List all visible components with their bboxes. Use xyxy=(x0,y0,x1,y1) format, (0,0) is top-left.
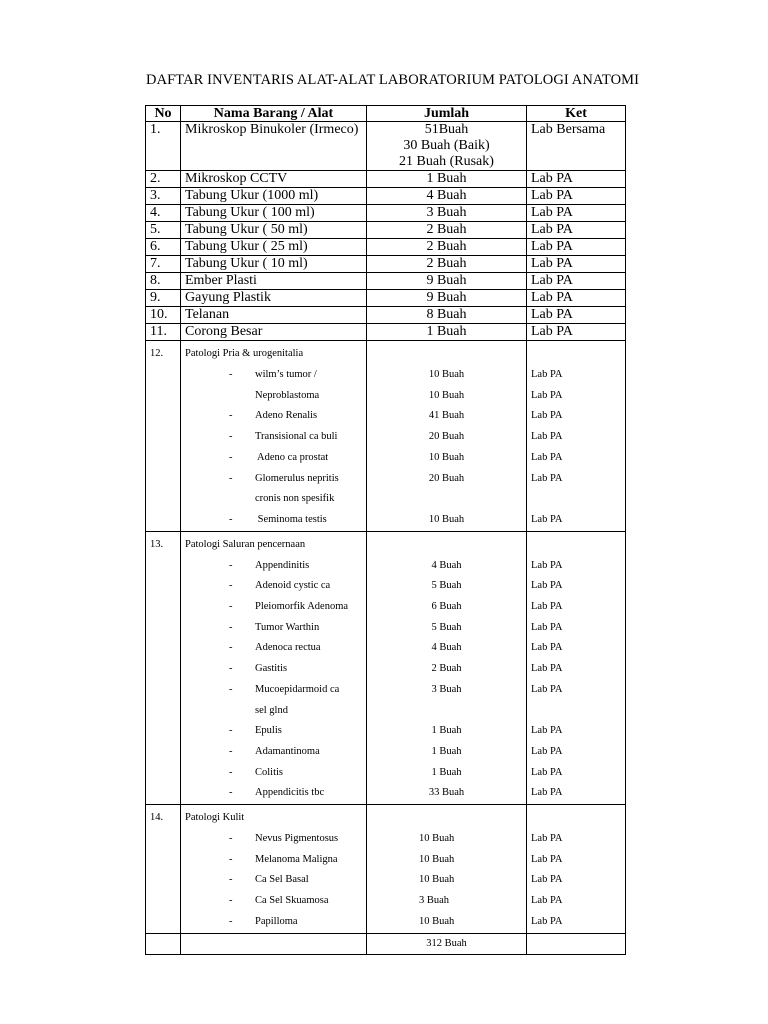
item-name-cell xyxy=(181,701,367,722)
list-item xyxy=(146,721,626,742)
item-ket: Lab PA xyxy=(527,365,626,386)
item-ket: Lab PA xyxy=(527,448,626,469)
qty-line: 2 Buah xyxy=(426,222,467,237)
item-qty: 3 Buah xyxy=(367,891,527,912)
item-name: Transisional ca buli xyxy=(255,431,338,443)
table-row xyxy=(146,188,626,205)
item-qty: 1 Buah xyxy=(367,721,527,742)
empty-cell xyxy=(146,469,181,490)
empty-cell xyxy=(146,365,181,386)
row-ket: Lab PA xyxy=(527,239,626,256)
item-ket: Lab PA xyxy=(527,469,626,490)
item-name-cell xyxy=(181,850,367,871)
item-name: Melanoma Maligna xyxy=(255,853,338,865)
row-ket: Lab PA xyxy=(527,273,626,290)
item-dash: - xyxy=(229,369,233,380)
item-ket: Lab PA xyxy=(527,850,626,871)
item-name: Colitis xyxy=(255,766,284,778)
table-row xyxy=(146,122,626,171)
item-ket: Lab PA xyxy=(527,576,626,597)
row-no: 7. xyxy=(146,256,181,273)
item-ket: Lab PA xyxy=(527,638,626,659)
row-ket: Lab PA xyxy=(527,307,626,324)
header-ket: Ket xyxy=(527,106,626,122)
item-name-cell xyxy=(181,721,367,742)
empty-cell xyxy=(527,933,626,954)
table-row xyxy=(146,273,626,290)
row-name: Tabung Ukur ( 50 ml) xyxy=(181,222,367,239)
list-item xyxy=(146,618,626,639)
item-qty: 10 Buah xyxy=(367,386,527,407)
row-name: Tabung Ukur (1000 ml) xyxy=(181,188,367,205)
row-ket: Lab PA xyxy=(527,290,626,307)
item-name: Epulis xyxy=(255,725,282,737)
item-ket: Lab PA xyxy=(527,659,626,680)
row-no: 10. xyxy=(146,307,181,324)
empty-cell xyxy=(146,850,181,871)
section-header-row xyxy=(146,531,626,556)
item-name-cell xyxy=(181,365,367,386)
item-name: Adeno ca prostat xyxy=(255,451,329,463)
item-dash: - xyxy=(229,451,233,463)
row-name: Ember Plasti xyxy=(181,273,367,290)
item-name: Glomerulus nepritis xyxy=(255,472,339,484)
empty-cell xyxy=(146,510,181,531)
section-no: 13. xyxy=(146,531,181,556)
row-ket: Lab PA xyxy=(527,188,626,205)
row-ket: Lab PA xyxy=(527,324,626,341)
qty-line: 21 Buah (Rusak) xyxy=(399,154,494,169)
item-ket: Lab PA xyxy=(527,870,626,891)
item-qty: 10 Buah xyxy=(367,510,527,531)
item-dash: - xyxy=(229,683,233,695)
empty-cell xyxy=(146,638,181,659)
list-item xyxy=(146,763,626,784)
row-no: 9. xyxy=(146,290,181,307)
empty-cell xyxy=(146,597,181,618)
item-ket: Lab PA xyxy=(527,891,626,912)
item-dash: - xyxy=(229,410,233,422)
item-dash: - xyxy=(229,874,233,886)
item-dash: - xyxy=(229,642,233,654)
list-item xyxy=(146,680,626,701)
item-ket: Lab PA xyxy=(527,510,626,531)
qty-line: 3 Buah xyxy=(426,205,467,220)
item-name-cell xyxy=(181,597,367,618)
item-ket: Lab PA xyxy=(527,618,626,639)
item-qty: 2 Buah xyxy=(367,659,527,680)
row-qty xyxy=(367,188,527,205)
list-item xyxy=(146,556,626,577)
item-qty: 10 Buah xyxy=(367,912,527,933)
list-item xyxy=(146,510,626,531)
item-qty xyxy=(367,489,527,510)
empty-cell xyxy=(146,448,181,469)
item-qty: 5 Buah xyxy=(367,618,527,639)
item-name: cronis non spesifik xyxy=(255,493,335,505)
list-item xyxy=(146,701,626,722)
row-name: Tabung Ukur ( 10 ml) xyxy=(181,256,367,273)
empty-cell xyxy=(527,531,626,556)
row-qty xyxy=(367,290,527,307)
item-name: Tumor Warthin xyxy=(255,621,320,633)
header-qty: Jumlah xyxy=(367,106,527,122)
row-no: 6. xyxy=(146,239,181,256)
item-name: Mucoepidarmoid ca xyxy=(255,683,340,695)
empty-cell xyxy=(146,576,181,597)
section-header-row xyxy=(146,805,626,830)
qty-line: 1 Buah xyxy=(426,171,467,186)
empty-cell xyxy=(367,341,527,366)
empty-cell xyxy=(181,933,367,954)
item-name-cell xyxy=(181,556,367,577)
item-name-cell xyxy=(181,763,367,784)
item-dash: - xyxy=(229,513,233,525)
item-ket xyxy=(527,701,626,722)
document-title: DAFTAR INVENTARIS ALAT-ALAT LABORATORIUM PATOLOGI ANATOMI xyxy=(146,72,640,88)
item-name: Adenoca rectua xyxy=(255,642,321,654)
list-item xyxy=(146,783,626,804)
item-qty: 10 Buah xyxy=(367,850,527,871)
item-name: Adamantinoma xyxy=(255,745,320,757)
row-name: Tabung Ukur ( 100 ml) xyxy=(181,205,367,222)
item-dash: - xyxy=(229,663,233,675)
item-ket: Lab PA xyxy=(527,556,626,577)
item-name: Neproblastoma xyxy=(255,389,320,401)
qty-line: 1 Buah xyxy=(426,324,467,339)
item-name: Pleiomorfik Adenoma xyxy=(255,601,349,613)
list-item xyxy=(146,850,626,871)
item-dash: - xyxy=(229,915,233,927)
item-name: Appendicitis tbc xyxy=(255,787,325,799)
list-item xyxy=(146,448,626,469)
row-name: Mikroskop CCTV xyxy=(181,171,367,188)
item-name: Seminoma testis xyxy=(255,513,327,525)
list-item xyxy=(146,829,626,850)
empty-cell xyxy=(146,406,181,427)
qty-line: 8 Buah xyxy=(426,307,467,322)
item-dash: - xyxy=(229,621,233,633)
empty-cell xyxy=(146,783,181,804)
row-ket: Lab PA xyxy=(527,205,626,222)
item-dash: - xyxy=(229,787,233,799)
empty-cell xyxy=(146,933,181,954)
total-qty: 312 Buah xyxy=(367,933,527,954)
item-name-cell xyxy=(181,891,367,912)
section-header-row xyxy=(146,341,626,366)
list-item xyxy=(146,406,626,427)
item-name: Ca Sel Skuamosa xyxy=(255,895,329,907)
list-item xyxy=(146,597,626,618)
list-item xyxy=(146,386,626,407)
item-name-cell xyxy=(181,659,367,680)
table-row xyxy=(146,205,626,222)
empty-cell xyxy=(367,531,527,556)
item-qty: 4 Buah xyxy=(367,556,527,577)
row-name: Mikroskop Binukoler (Irmeco) xyxy=(181,122,367,171)
item-dash: - xyxy=(229,895,233,907)
item-qty: 3 Buah xyxy=(367,680,527,701)
item-name-cell xyxy=(181,680,367,701)
item-qty: 20 Buah xyxy=(367,427,527,448)
table-row xyxy=(146,256,626,273)
list-item xyxy=(146,912,626,933)
table-row xyxy=(146,222,626,239)
item-name: Gastitis xyxy=(255,663,288,675)
table-row xyxy=(146,239,626,256)
item-ket: Lab PA xyxy=(527,721,626,742)
item-ket: Lab PA xyxy=(527,427,626,448)
row-qty xyxy=(367,239,527,256)
item-name-cell xyxy=(181,469,367,490)
list-item xyxy=(146,489,626,510)
row-no: 11. xyxy=(146,324,181,341)
empty-cell xyxy=(146,386,181,407)
item-ket: Lab PA xyxy=(527,742,626,763)
row-no: 4. xyxy=(146,205,181,222)
item-name: Nevus Pigmentosus xyxy=(255,833,339,845)
qty-line: 51Buah xyxy=(424,122,469,137)
row-qty xyxy=(367,122,527,171)
section-no: 14. xyxy=(146,805,181,830)
row-qty xyxy=(367,171,527,188)
row-name: Gayung Plastik xyxy=(181,290,367,307)
table-row xyxy=(146,324,626,341)
empty-cell xyxy=(146,489,181,510)
empty-cell xyxy=(146,870,181,891)
row-no: 1. xyxy=(146,122,181,171)
item-dash: - xyxy=(229,580,233,592)
item-dash: - xyxy=(229,725,233,737)
qty-line: 2 Buah xyxy=(426,256,467,271)
item-name-cell xyxy=(181,448,367,469)
item-qty: 1 Buah xyxy=(367,763,527,784)
item-ket xyxy=(527,489,626,510)
item-qty: 10 Buah xyxy=(367,365,527,386)
list-item xyxy=(146,870,626,891)
item-name-cell xyxy=(181,638,367,659)
section-name: Patologi Pria & urogenitalia xyxy=(181,341,367,366)
item-ket: Lab PA xyxy=(527,763,626,784)
row-no: 8. xyxy=(146,273,181,290)
table-body xyxy=(146,122,626,955)
section-name: Patologi Saluran pencernaan xyxy=(181,531,367,556)
empty-cell xyxy=(146,763,181,784)
empty-cell xyxy=(146,680,181,701)
empty-cell xyxy=(146,618,181,639)
item-name: Ca Sel Basal xyxy=(255,874,309,886)
row-name: Telanan xyxy=(181,307,367,324)
item-name-cell xyxy=(181,510,367,531)
item-dash: - xyxy=(229,766,233,778)
empty-cell xyxy=(146,556,181,577)
item-qty: 1 Buah xyxy=(367,742,527,763)
empty-cell xyxy=(146,891,181,912)
item-name-cell xyxy=(181,783,367,804)
item-qty: 4 Buah xyxy=(367,638,527,659)
empty-cell xyxy=(367,805,527,830)
qty-line: 9 Buah xyxy=(426,290,467,305)
empty-cell xyxy=(146,912,181,933)
item-qty: 5 Buah xyxy=(367,576,527,597)
header-no: No xyxy=(146,106,181,122)
list-item xyxy=(146,742,626,763)
total-row xyxy=(146,933,626,954)
list-item xyxy=(146,659,626,680)
item-name-cell xyxy=(181,386,367,407)
empty-cell xyxy=(146,829,181,850)
item-name-cell xyxy=(181,427,367,448)
item-dash: - xyxy=(229,559,233,571)
table-row xyxy=(146,307,626,324)
row-name: Corong Besar xyxy=(181,324,367,341)
item-ket: Lab PA xyxy=(527,406,626,427)
item-qty: 33 Buah xyxy=(367,783,527,804)
item-name: Adeno Renalis xyxy=(255,410,318,422)
item-ket: Lab PA xyxy=(527,912,626,933)
list-item xyxy=(146,891,626,912)
section-no: 12. xyxy=(146,341,181,366)
list-item xyxy=(146,469,626,490)
row-ket: Lab PA xyxy=(527,256,626,273)
item-ket: Lab PA xyxy=(527,597,626,618)
header-row xyxy=(146,106,626,122)
list-item xyxy=(146,638,626,659)
item-name-cell xyxy=(181,912,367,933)
item-name: Appendinitis xyxy=(255,559,310,571)
item-dash: - xyxy=(229,431,233,443)
item-name: sel glnd xyxy=(255,704,288,716)
item-dash: - xyxy=(229,745,233,757)
item-qty xyxy=(367,701,527,722)
item-name-cell xyxy=(181,870,367,891)
item-dash: - xyxy=(229,472,233,484)
item-ket: Lab PA xyxy=(527,783,626,804)
item-name-cell xyxy=(181,576,367,597)
section-name: Patologi Kulit xyxy=(181,805,367,830)
item-name-cell xyxy=(181,618,367,639)
row-name: Tabung Ukur ( 25 ml) xyxy=(181,239,367,256)
empty-cell xyxy=(146,721,181,742)
item-name-cell xyxy=(181,742,367,763)
qty-line: 4 Buah xyxy=(426,188,467,203)
item-dash: - xyxy=(229,853,233,865)
empty-cell xyxy=(146,659,181,680)
item-qty: 10 Buah xyxy=(367,829,527,850)
item-dash: - xyxy=(229,601,233,613)
item-qty: 10 Buah xyxy=(367,448,527,469)
item-dash: - xyxy=(229,833,233,845)
table-row xyxy=(146,290,626,307)
item-name-cell xyxy=(181,406,367,427)
list-item xyxy=(146,576,626,597)
row-no: 3. xyxy=(146,188,181,205)
empty-cell xyxy=(146,701,181,722)
item-qty: 10 Buah xyxy=(367,870,527,891)
row-ket: Lab PA xyxy=(527,222,626,239)
item-name: Papilloma xyxy=(255,915,298,927)
row-no: 5. xyxy=(146,222,181,239)
item-qty: 20 Buah xyxy=(367,469,527,490)
row-no: 2. xyxy=(146,171,181,188)
empty-cell xyxy=(146,427,181,448)
empty-cell xyxy=(146,742,181,763)
inventory-table xyxy=(145,105,626,955)
row-qty xyxy=(367,222,527,239)
item-ket: Lab PA xyxy=(527,386,626,407)
item-ket: Lab PA xyxy=(527,829,626,850)
item-name: wilm’s tumor / xyxy=(255,369,317,380)
qty-line: 30 Buah (Baik) xyxy=(403,138,490,153)
header-name: Nama Barang / Alat xyxy=(181,106,367,122)
list-item xyxy=(146,365,626,386)
row-ket: Lab Bersama xyxy=(527,122,626,171)
item-name-cell xyxy=(181,829,367,850)
qty-line: 9 Buah xyxy=(426,273,467,288)
item-name-cell xyxy=(181,489,367,510)
item-qty: 6 Buah xyxy=(367,597,527,618)
empty-cell xyxy=(527,805,626,830)
row-qty xyxy=(367,273,527,290)
row-qty xyxy=(367,205,527,222)
row-qty xyxy=(367,256,527,273)
item-qty: 41 Buah xyxy=(367,406,527,427)
row-qty xyxy=(367,324,527,341)
row-ket: Lab PA xyxy=(527,171,626,188)
qty-line: 2 Buah xyxy=(426,239,467,254)
table-row xyxy=(146,171,626,188)
row-qty xyxy=(367,307,527,324)
item-ket: Lab PA xyxy=(527,680,626,701)
list-item xyxy=(146,427,626,448)
item-name: Adenoid cystic ca xyxy=(255,580,331,592)
empty-cell xyxy=(527,341,626,366)
